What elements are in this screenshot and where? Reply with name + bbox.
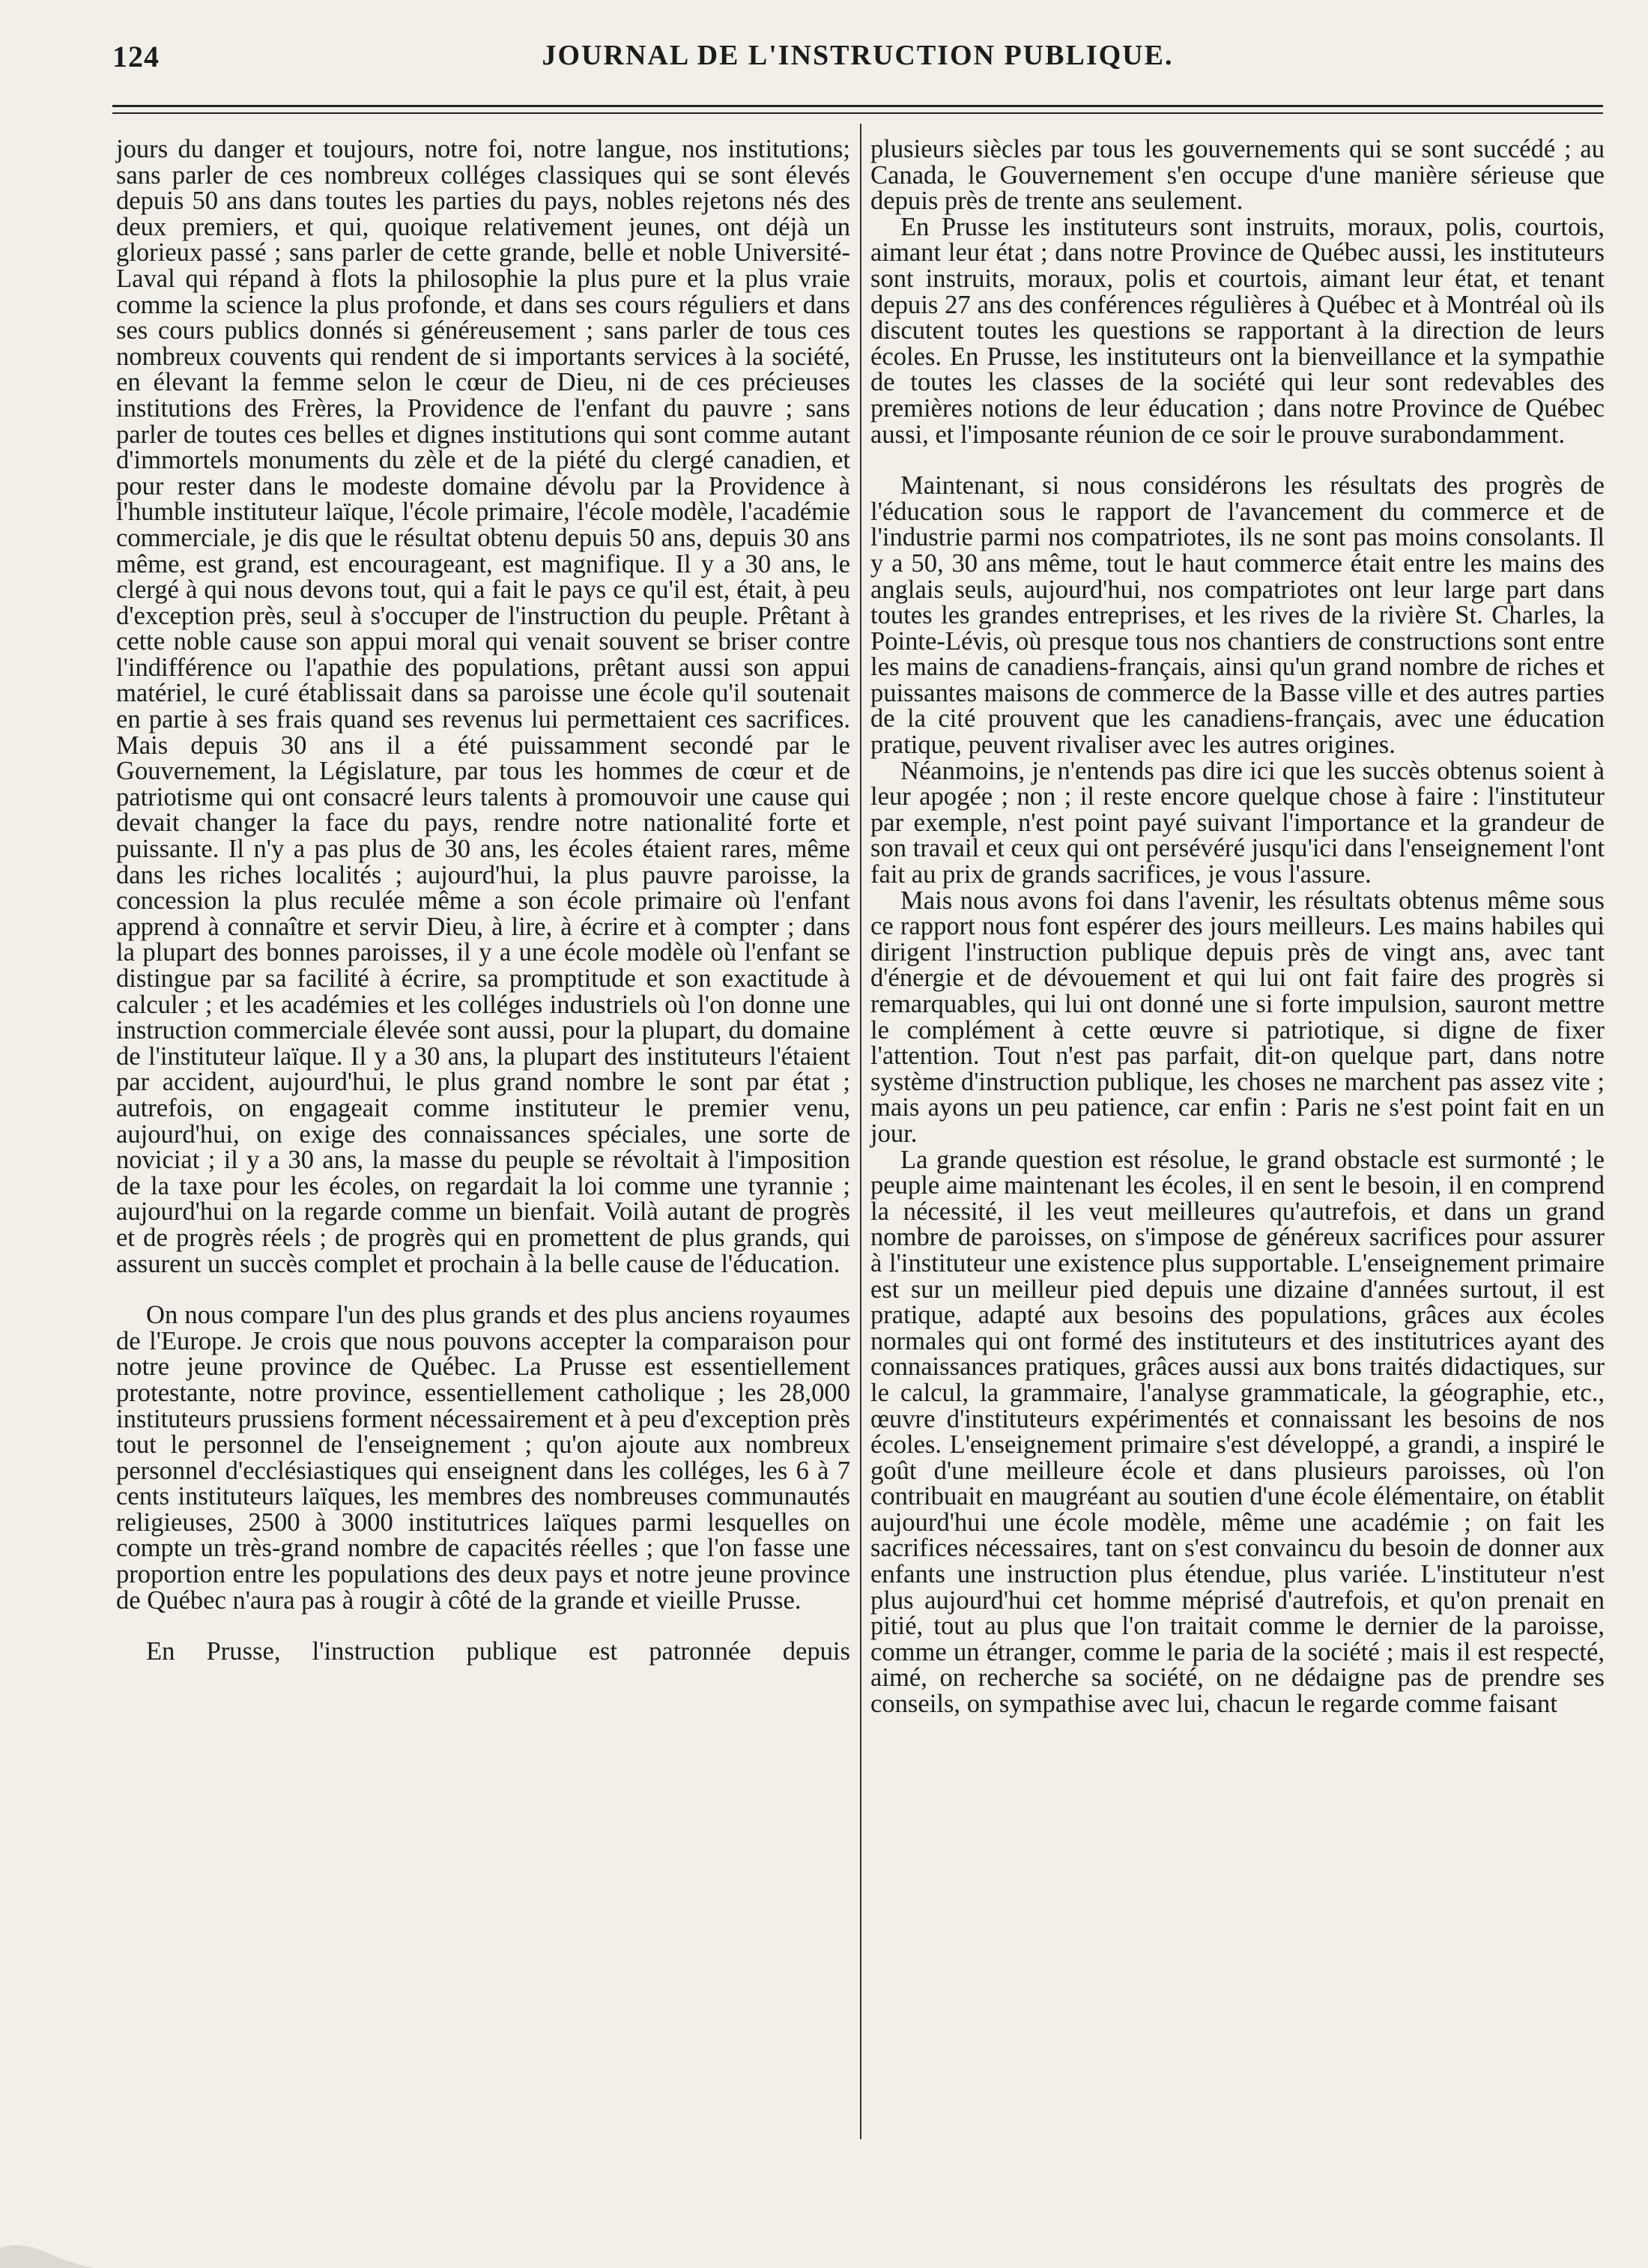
running-title: JOURNAL DE L'INSTRUCTION PUBLIQUE. bbox=[542, 40, 1174, 71]
right-paragraph: En Prusse les instituteurs sont instruits, moraux, polis, courtois, aimant leur état ; dans notre Province de Québec aussi, les instituteurs sont instruits, moraux, polis et courtois, aimant leur état, et tenant depuis 27 ans des conférences régulières à Québec et à Montréal où ils discutent toutes les questions se rapportant à la direction de leurs écoles. En Prusse, les instituteurs ont la bienveillance et la sympathie de toutes les classes de la société qui leur sont redevables des premières notions de leur éducation ; dans notre Province de Québec aussi, et l'imposante réunion de ce soir le prouve surabondamment. bbox=[870, 212, 1605, 449]
left-paragraph: jours du danger et toujours, notre foi, notre langue, nos institutions; sans parler de ces nombreux colléges classiques qui se sont élevés depuis 50 ans dans toutes les parties du pays, nobles rejetons nés des deux premiers, et qui, quoique relativement jeunes, ont déjà un glorieux passé ; sans parler de cette grande, belle et noble Université-Laval qui répand à flots la philosophie la plus pure et la plus vraie comme la science la plus profonde, et dans ses cours réguliers et dans ses cours publics donnés si généreusement ; sans parler de tous ces nombreux couvents qui rendent de si importants services à la société, en élevant la femme selon le cœur de Dieu, ni de ces précieuses institutions des Frères, la Providence de l'enfant du pauvre ; sans parler de toutes ces belles et dignes institutions qui sont comme autant d'immortels monuments du zèle et de la piété du clergé canadien, et pour rester dans le modeste domaine dévolu par la Providence à l'humble instituteur laïque, l'école primaire, l'école modèle, l'académie commerciale, je dis que le résultat obtenu depuis 50 ans, depuis 30 ans même, est grand, est encourageant, est magnifique. Il y a 30 ans, le clergé à qui nous devons tout, qui a fait le pays ce qu'il est, était, à peu d'exception près, seul à s'occuper de l'instruction du peuple. Prêtant à cette noble cause son appui moral qui venait souvent se briser contre l'indifférence ou l'apathie des populations, prêtant aussi son appui matériel, le curé établissait dans sa paroisse une école qu'il soutenait en partie à ses frais quand ses revenus lui permettaient ces sacrifices. Mais depuis 30 ans il a été puissamment secondé par le Gouvernement, la Législature, par tous les hommes de cœur et de patriotisme qui ont consacré leurs talents à promouvoir une cause qui devait changer la face du pays, rendre notre nationalité forte et puissante. Il n'y a pas plus de 30 ans, les écoles étaient rares, même dans les riches localités ; aujourd'hui, la plus pauvre paroisse, la concession la plus reculée même a son école primaire où l'enfant apprend à connaître et servir Dieu, à lire, à écrire et à compter ; dans la plupart des bonnes paroisses, il y a une école modèle où l'enfant se distingue par sa facilité à écrire, sa promptitude et son exactitude à calculer ; et les académies et les colléges industriels où l'on donne une instruction commerciale élevée sont aussi, pour la plupart, du domaine de l'instituteur laïque. Il y a 30 ans, la plupart des instituteurs l'étaient par accident, aujourd'hui, le plus grand nombre le sont par état ; autrefois, on engageait comme instituteur le premier venu, aujourd'hui, on exige des connaissances spéciales, une sorte de noviciat ; il y a 30 ans, la masse du peuple se révoltait à l'imposition de la taxe pour les écoles, on regardait la loi comme une tyrannie ; aujourd'hui on la regarde comme un bienfait. Voilà autant de progrès et de progrès réels ; de progrès qui en promettent de plus grands, qui assurent un succès complet et prochain à la belle cause de l'éducation. bbox=[116, 135, 850, 1278]
right-paragraph: Néanmoins, je n'entends pas dire ici que les succès obtenus soient à leur apogée ; non ; il reste encore quelque chose à faire : l'instituteur par exemple, n'est point payé suivant l'importance et la grandeur de son travail et ceux qui ont persévéré jusqu'ici dans l'enseignement l'ont fait au prix de grands sacrifices, je vous l'assure. bbox=[870, 756, 1605, 889]
header-rule-bottom bbox=[112, 112, 1603, 114]
left-column bbox=[116, 136, 850, 1665]
page-corner-smudge bbox=[0, 2225, 97, 2268]
page-number: 124 bbox=[112, 40, 160, 73]
right-column bbox=[870, 136, 1605, 1717]
left-paragraph: On nous compare l'un des plus grands et des plus anciens royaumes de l'Europe. Je crois que nous pouvons accepter la comparaison pour notre jeune province de Québec. La Prusse est essentiellement protestante, notre province, essentiellement catholique ; les 28,000 instituteurs prussiens forment nécessairement et à peu d'exception près tout le personnel de l'enseignement ; qu'on ajoute aux nombreux personnel d'ecclésiastiques qui enseignent dans les colléges, les 6 à 7 cents instituteurs laïques, les membres des nombreuses communautés religieuses, 2500 à 3000 institutrices laïques parmi lesquelles on compte un très-grand nombre de capacités réelles ; que l'on fasse une proportion entre les populations des deux pays et notre jeune province de Québec n'aura pas à rougir à côté de la grande et vieille Prusse. bbox=[116, 1301, 850, 1615]
right-paragraph: Maintenant, si nous considérons les résultats des progrès de l'éducation sous le rapport de l'avancement du commerce et de l'industrie parmi nos compatriotes, ils ne sont pas moins consolants. Il y a 50, 30 ans même, tout le haut commerce était entre les mains des anglais seuls, aujourd'hui, nos compatriotes ont leur large part dans toutes les grandes entreprises, et les rives de la rivière St. Charles, la Pointe-Lévis, où presque tous nos chantiers de constructions sont entre les mains de canadiens-français, ainsi qu'un grand nombre de riches et puissantes maisons de commerce de la Basse ville et des autres parties de la cité prouvent que les canadiens-français, avec une éducation pratique, peuvent rivaliser avec les autres origines. bbox=[870, 471, 1605, 760]
right-paragraph: La grande question est résolue, le grand obstacle est surmonté ; le peuple aime maintenant les écoles, il en sent le besoin, il en comprend la nécessité, il les veut meilleures qu'autrefois, et dans un grand nombre de paroisses, on s'impose de généreux sacrifices pour assurer à l'instituteur une existence plus supportable. L'enseignement primaire est sur un meilleur pied depuis une dizaine d'années surtout, il est pratique, adapté aux besoins des populations, grâces aux écoles normales qui ont formé des instituteurs et des institutrices ayant des connaissances pratiques, grâces aussi aux bons traités didactiques, sur le calcul, la grammaire, l'analyse grammaticale, la géographie, etc., œuvre d'instituteurs expérimentés et connaissant les besoins de nos écoles. L'enseignement primaire s'est développé, a grandi, a inspiré le goût d'une meilleure école et dans plusieurs paroisses, où l'on contribuait en maugréant au soutien d'une école élémentaire, on établit aujourd'hui une école modèle, même une académie ; on fait les sacrifices nécessaires, tant on s'est convaincu du besoin de donner aux enfants une instruction plus étendue, plus variée. L'instituteur n'est plus aujourd'hui cet homme méprisé d'autrefois, et qu'on prenait en pitié, tout au plus que l'on traitait comme le dernier de la paroisse, comme un étranger, comme le paria de la société ; mais il est respecté, aimé, on recherche sa société, on ne dédaigne pas de prendre ses conseils, on sympathise avec lui, chacun le regarde comme faisant bbox=[870, 1145, 1605, 1719]
right-paragraph: Mais nous avons foi dans l'avenir, les résultats obtenus même sous ce rapport nous font espérer des jours meilleurs. Les mains habiles qui dirigent l'instruction publique depuis près de vingt ans, avec tant d'énergie et de dévouement et qui lui ont fait faire des progrès si remarquables, qui lui ont donné une si forte impulsion, sauront mettre le complément à cette œuvre si patriotique, si digne de fixer l'attention. Tout n'est pas parfait, dit-on quelque part, dans notre système d'instruction publique, les choses ne marchent pas assez vite ; mais ayons un peu patience, car enfin : Paris ne s'est point fait en un jour. bbox=[870, 886, 1605, 1148]
column-divider bbox=[860, 124, 861, 2139]
header-rule-top bbox=[112, 105, 1603, 107]
left-paragraph: En Prusse, l'instruction publique est patronnée depuis bbox=[146, 1637, 850, 1666]
right-paragraph: plusieurs siècles par tous les gouvernements qui se sont succédé ; au Canada, le Gouvernement s'en occupe d'une manière sérieuse que depuis près de trente ans seulement. bbox=[870, 135, 1605, 216]
page-header bbox=[112, 39, 1603, 84]
